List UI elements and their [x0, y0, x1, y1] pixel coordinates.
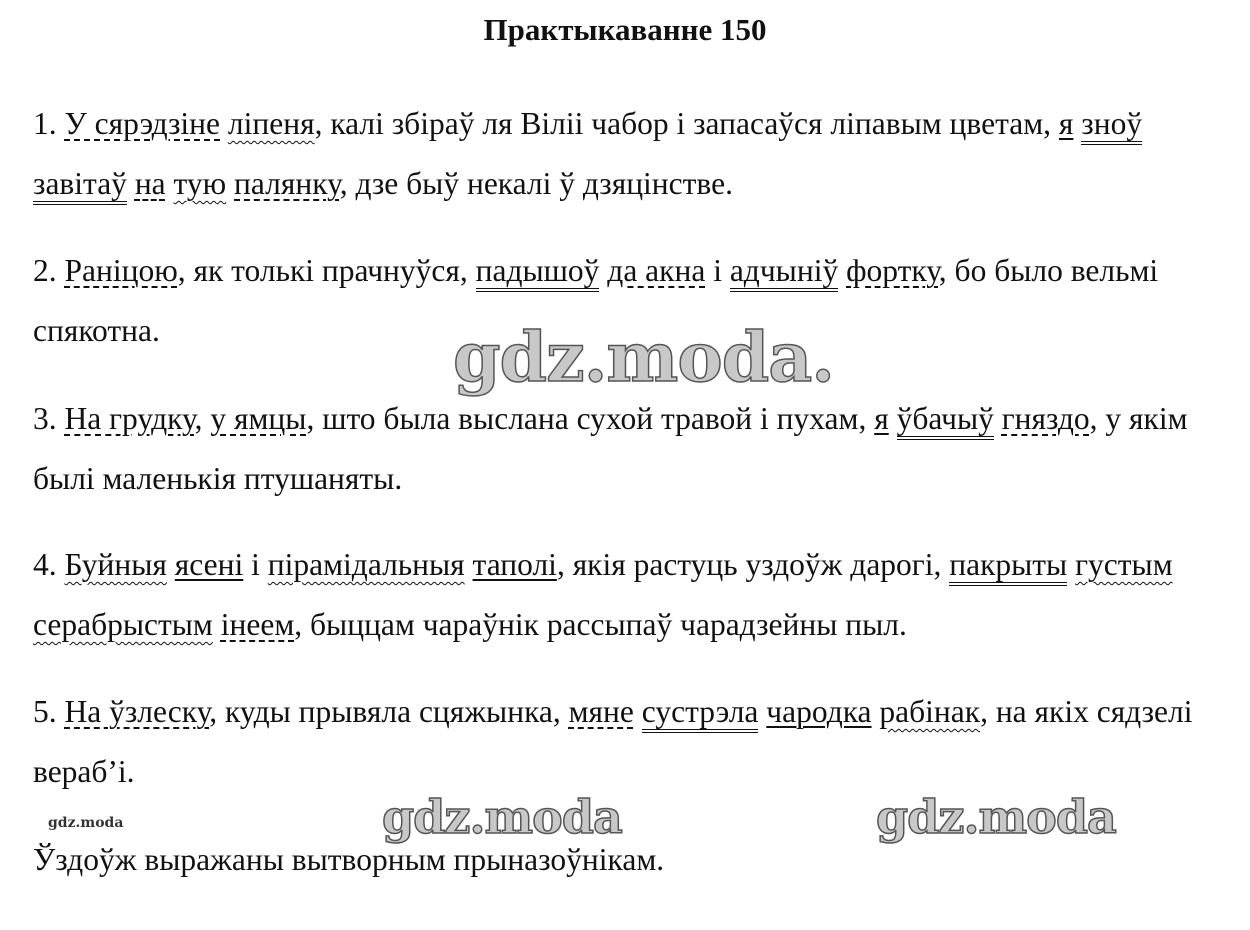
sentence-2: 2. Раніцою, як толькі прачнуўся, падышоў да акна і адчыніў фортку, бо было вельмі спякотна. [33, 253, 1159, 348]
grammar-note: Ўздоўж выражаны вытворным прыназоўнікам. [33, 842, 665, 877]
adverbial: На грудку [64, 401, 195, 436]
sentence-1: 1. У сярэдзіне ліпеня, калі збіраў ля Віліі чабор і запасаўся ліпавым цветам, я зноў завітаў на тую палянку, дзе быў некалі ў дзяцінстве. [33, 94, 1208, 214]
watermark-right: gdz.moda [876, 790, 1116, 844]
attribute: густым [1075, 547, 1173, 582]
predicate: падышоў [476, 253, 600, 292]
object: фортку [846, 253, 939, 288]
sentence-number: 3. [33, 401, 65, 436]
adverbial: Раніцою [64, 253, 178, 288]
sentence-5: 5. На ўзлеску, куды прывяла сцяжынка, мяне сустрэла чародка рабінак, на якіх сядзелі вераб’і. [33, 694, 1193, 789]
attribute: серабрыстым [33, 607, 213, 642]
watermark-left: gdz.moda [382, 790, 622, 844]
adverbial: У сярэдзіне [64, 106, 221, 141]
predicate: сустрэла [642, 694, 759, 733]
subject: я [1058, 106, 1074, 141]
sentence-number: 5. [33, 694, 65, 729]
subject: чародка [766, 694, 872, 729]
attribute: пірамідальныя [267, 547, 465, 582]
adverbial: палянку [234, 166, 340, 201]
page-title: Практыкаванне 150 [483, 12, 767, 47]
adverbial: да акна [607, 253, 706, 288]
sentence-number: 1. [33, 106, 65, 141]
subject: таполі [472, 547, 557, 582]
object: мяне [568, 694, 634, 729]
sentence-4: 4. Буйныя ясені і пірамідальныя таполі, якія растуць уздоўж дарогі, пакрыты густым серабрыстым інеем, быццам чараўнік рассыпаў чарадзейны пыл. [33, 547, 1173, 642]
attribute: Буйныя [64, 547, 167, 582]
attribute: тую [173, 166, 227, 201]
object: гняздо [1001, 401, 1090, 436]
predicate: адчыніў [730, 253, 838, 292]
subject: я [874, 401, 889, 436]
adverbial: На ўзлеску [64, 694, 210, 729]
adverbial: на [134, 166, 166, 201]
adverbial: у ямцы [210, 401, 307, 436]
attribute: ліпеня [227, 106, 315, 141]
subject: ясені [174, 547, 244, 582]
sentence-number: 4. [33, 547, 65, 582]
watermark-large: gdz.moda. [453, 318, 834, 398]
watermark-small: gdz.moda [48, 815, 124, 831]
predicate: ўбачыў [897, 401, 994, 440]
attribute: рабінак [879, 694, 981, 729]
sentence-3: 3. На грудку, у ямцы, што была выслана сухой травой і пухам, я ўбачыў гняздо, у якім былі маленькія птушаняты. [33, 401, 1188, 496]
predicate: зноў завітаў [33, 106, 1142, 205]
object: інеем [220, 607, 295, 642]
predicate: пакрыты [949, 547, 1067, 586]
sentence-number: 2. [33, 253, 65, 288]
